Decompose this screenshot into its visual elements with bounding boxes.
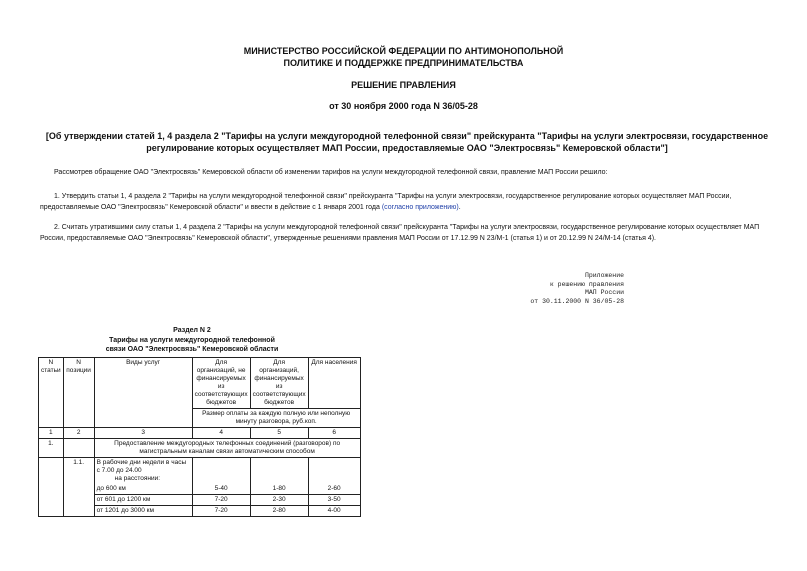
decision-date-number: от 30 ноября 2000 года N 36/05-28 bbox=[329, 101, 478, 111]
column-number: 5 bbox=[250, 428, 308, 439]
ministry-heading bbox=[0, 45, 807, 69]
paragraph-2 bbox=[40, 222, 770, 244]
table-row bbox=[39, 506, 361, 517]
article-position-empty bbox=[63, 439, 94, 458]
distance-label: от 1201 до 3000 км bbox=[94, 506, 192, 517]
table-column-numbers-row bbox=[39, 428, 361, 439]
position-line-1: В рабочие дни недели в часы с 7.00 до 24.00 bbox=[96, 459, 187, 474]
empty-cell bbox=[63, 506, 94, 517]
distance-label: от 601 до 1200 км bbox=[94, 495, 192, 506]
column-number: 6 bbox=[308, 428, 360, 439]
tariff-budget: 2-30 bbox=[250, 495, 308, 506]
empty-cell bbox=[63, 495, 94, 506]
paragraph-intro bbox=[40, 167, 770, 178]
paragraph-1-end: . bbox=[458, 204, 461, 211]
tariff-population: 3-50 bbox=[308, 495, 360, 506]
subject-line-1: [Об утверждении статей 1, 4 раздела 2 "Тарифы на услуги междугородной телефонной связи" прейскуранта "Тарифы на услуги электросвязи, государственное bbox=[45, 131, 769, 141]
tariff-budget: 1-80 bbox=[250, 484, 308, 495]
position-description bbox=[94, 458, 192, 485]
appendix-note bbox=[520, 272, 624, 306]
distance-label: до 600 км bbox=[94, 484, 192, 495]
tariff-budget: 2-80 bbox=[250, 506, 308, 517]
subject-line-2: регулирование которых осуществляет МАП России, предоставляемые ОАО "Электросвязь" Кемеровской области"] bbox=[146, 143, 668, 153]
table-row bbox=[39, 484, 361, 495]
header-population: Для населения bbox=[308, 358, 360, 409]
header-article: N статьи bbox=[39, 358, 64, 428]
column-number: 3 bbox=[94, 428, 192, 439]
section-line-2: Тарифы на услуги междугородной телефонной bbox=[109, 336, 275, 344]
empty-cell bbox=[39, 484, 64, 495]
column-number: 2 bbox=[63, 428, 94, 439]
tariff-population: 4-00 bbox=[308, 506, 360, 517]
empty-cell bbox=[39, 506, 64, 517]
empty-cell bbox=[192, 458, 250, 485]
section-heading bbox=[38, 326, 346, 355]
appendix-line-1: Приложение bbox=[584, 272, 624, 279]
decision-subject bbox=[42, 130, 772, 154]
ministry-line-2: ПОЛИТИКЕ И ПОДДЕРЖКЕ ПРЕДПРИНИМАТЕЛЬСТВА bbox=[283, 58, 524, 68]
empty-cell bbox=[308, 458, 360, 485]
empty-cell bbox=[63, 484, 94, 495]
header-position: N позиции bbox=[63, 358, 94, 428]
appendix-line-3: МАП России bbox=[584, 289, 624, 296]
empty-cell bbox=[250, 458, 308, 485]
article-description: Предоставление междугородных телефонных соединений (разговоров) по магистральным каналам связи автоматическим способом bbox=[94, 439, 360, 458]
position-number: 1.1. bbox=[63, 458, 94, 485]
paragraph-intro-text: Рассмотрев обращение ОАО "Электросвязь" Кемеровской области об изменении тарифов на услуги междугородной телефонной связи, правление МАП России решило: bbox=[54, 169, 608, 176]
tariff-non-budget: 7-20 bbox=[192, 506, 250, 517]
appendix-line-4: от 30.11.2000 N 36/05-28 bbox=[530, 297, 624, 305]
table-header-row bbox=[39, 358, 361, 409]
ministry-line-1: МИНИСТЕРСТВО РОССИЙСКОЙ ФЕДЕРАЦИИ ПО АНТИМОНОПОЛЬНОЙ bbox=[243, 46, 564, 56]
header-payment-note: Размер оплаты за каждую полную или неполную минуту разговора, руб.коп. bbox=[192, 409, 360, 428]
table-row bbox=[39, 495, 361, 506]
appendix-line-2: к решению правления bbox=[549, 280, 624, 288]
table-row-position bbox=[39, 458, 361, 485]
section-line-1: Раздел N 2 bbox=[173, 327, 211, 334]
appendix-link[interactable]: (согласно приложению) bbox=[381, 204, 459, 211]
article-number: 1. bbox=[39, 439, 64, 458]
tariff-population: 2-60 bbox=[308, 484, 360, 495]
tariffs-table bbox=[38, 357, 361, 517]
paragraph-1 bbox=[40, 191, 770, 213]
paragraph-1-text: 1. Утвердить статьи 1, 4 раздела 2 "Тарифы на услуги междугородной телефонной связи" прейскуранта "Тарифы на услуги электросвязи, государственное регулирование которых осуществляет МАП России, предоставляемые ОАО "Электросвязь" Кемеровской области" и ввести в действие с 1 января 2001 года bbox=[40, 193, 732, 211]
paragraph-2-text: 2. Считать утратившими силу статьи 1, 4 раздела 2 "Тарифы на услуги междугородной телефонной связи" прейскуранта "Тарифы на услуги электросвязи, государственное регулирование которых осуществляет МАП России, предоставляемые ОАО "Электросвязь" Кемеровской области", утвержденные решениями правления МАП России от 17.12.99 N 23/М-1 (статья 1) и от 20.12.99 N 24/М-14 (статья 4). bbox=[40, 224, 760, 242]
column-number: 1 bbox=[39, 428, 64, 439]
empty-cell bbox=[39, 495, 64, 506]
decision-title: РЕШЕНИЕ ПРАВЛЕНИЯ bbox=[351, 80, 456, 90]
tariff-non-budget: 7-20 bbox=[192, 495, 250, 506]
header-org-non-budget: Для организаций, не финансируемых из соответствующих бюджетов bbox=[192, 358, 250, 409]
table-row-article bbox=[39, 439, 361, 458]
tariff-non-budget: 5-40 bbox=[192, 484, 250, 495]
header-org-budget: Для организаций, финансируемых из соответствующих бюджетов bbox=[250, 358, 308, 409]
section-line-3: связи ОАО "Электросвязь" Кемеровской области bbox=[105, 346, 279, 353]
position-line-2: на расстоянии: bbox=[114, 475, 161, 482]
empty-cell bbox=[39, 458, 64, 485]
column-number: 4 bbox=[192, 428, 250, 439]
header-services: Виды услуг bbox=[94, 358, 192, 428]
